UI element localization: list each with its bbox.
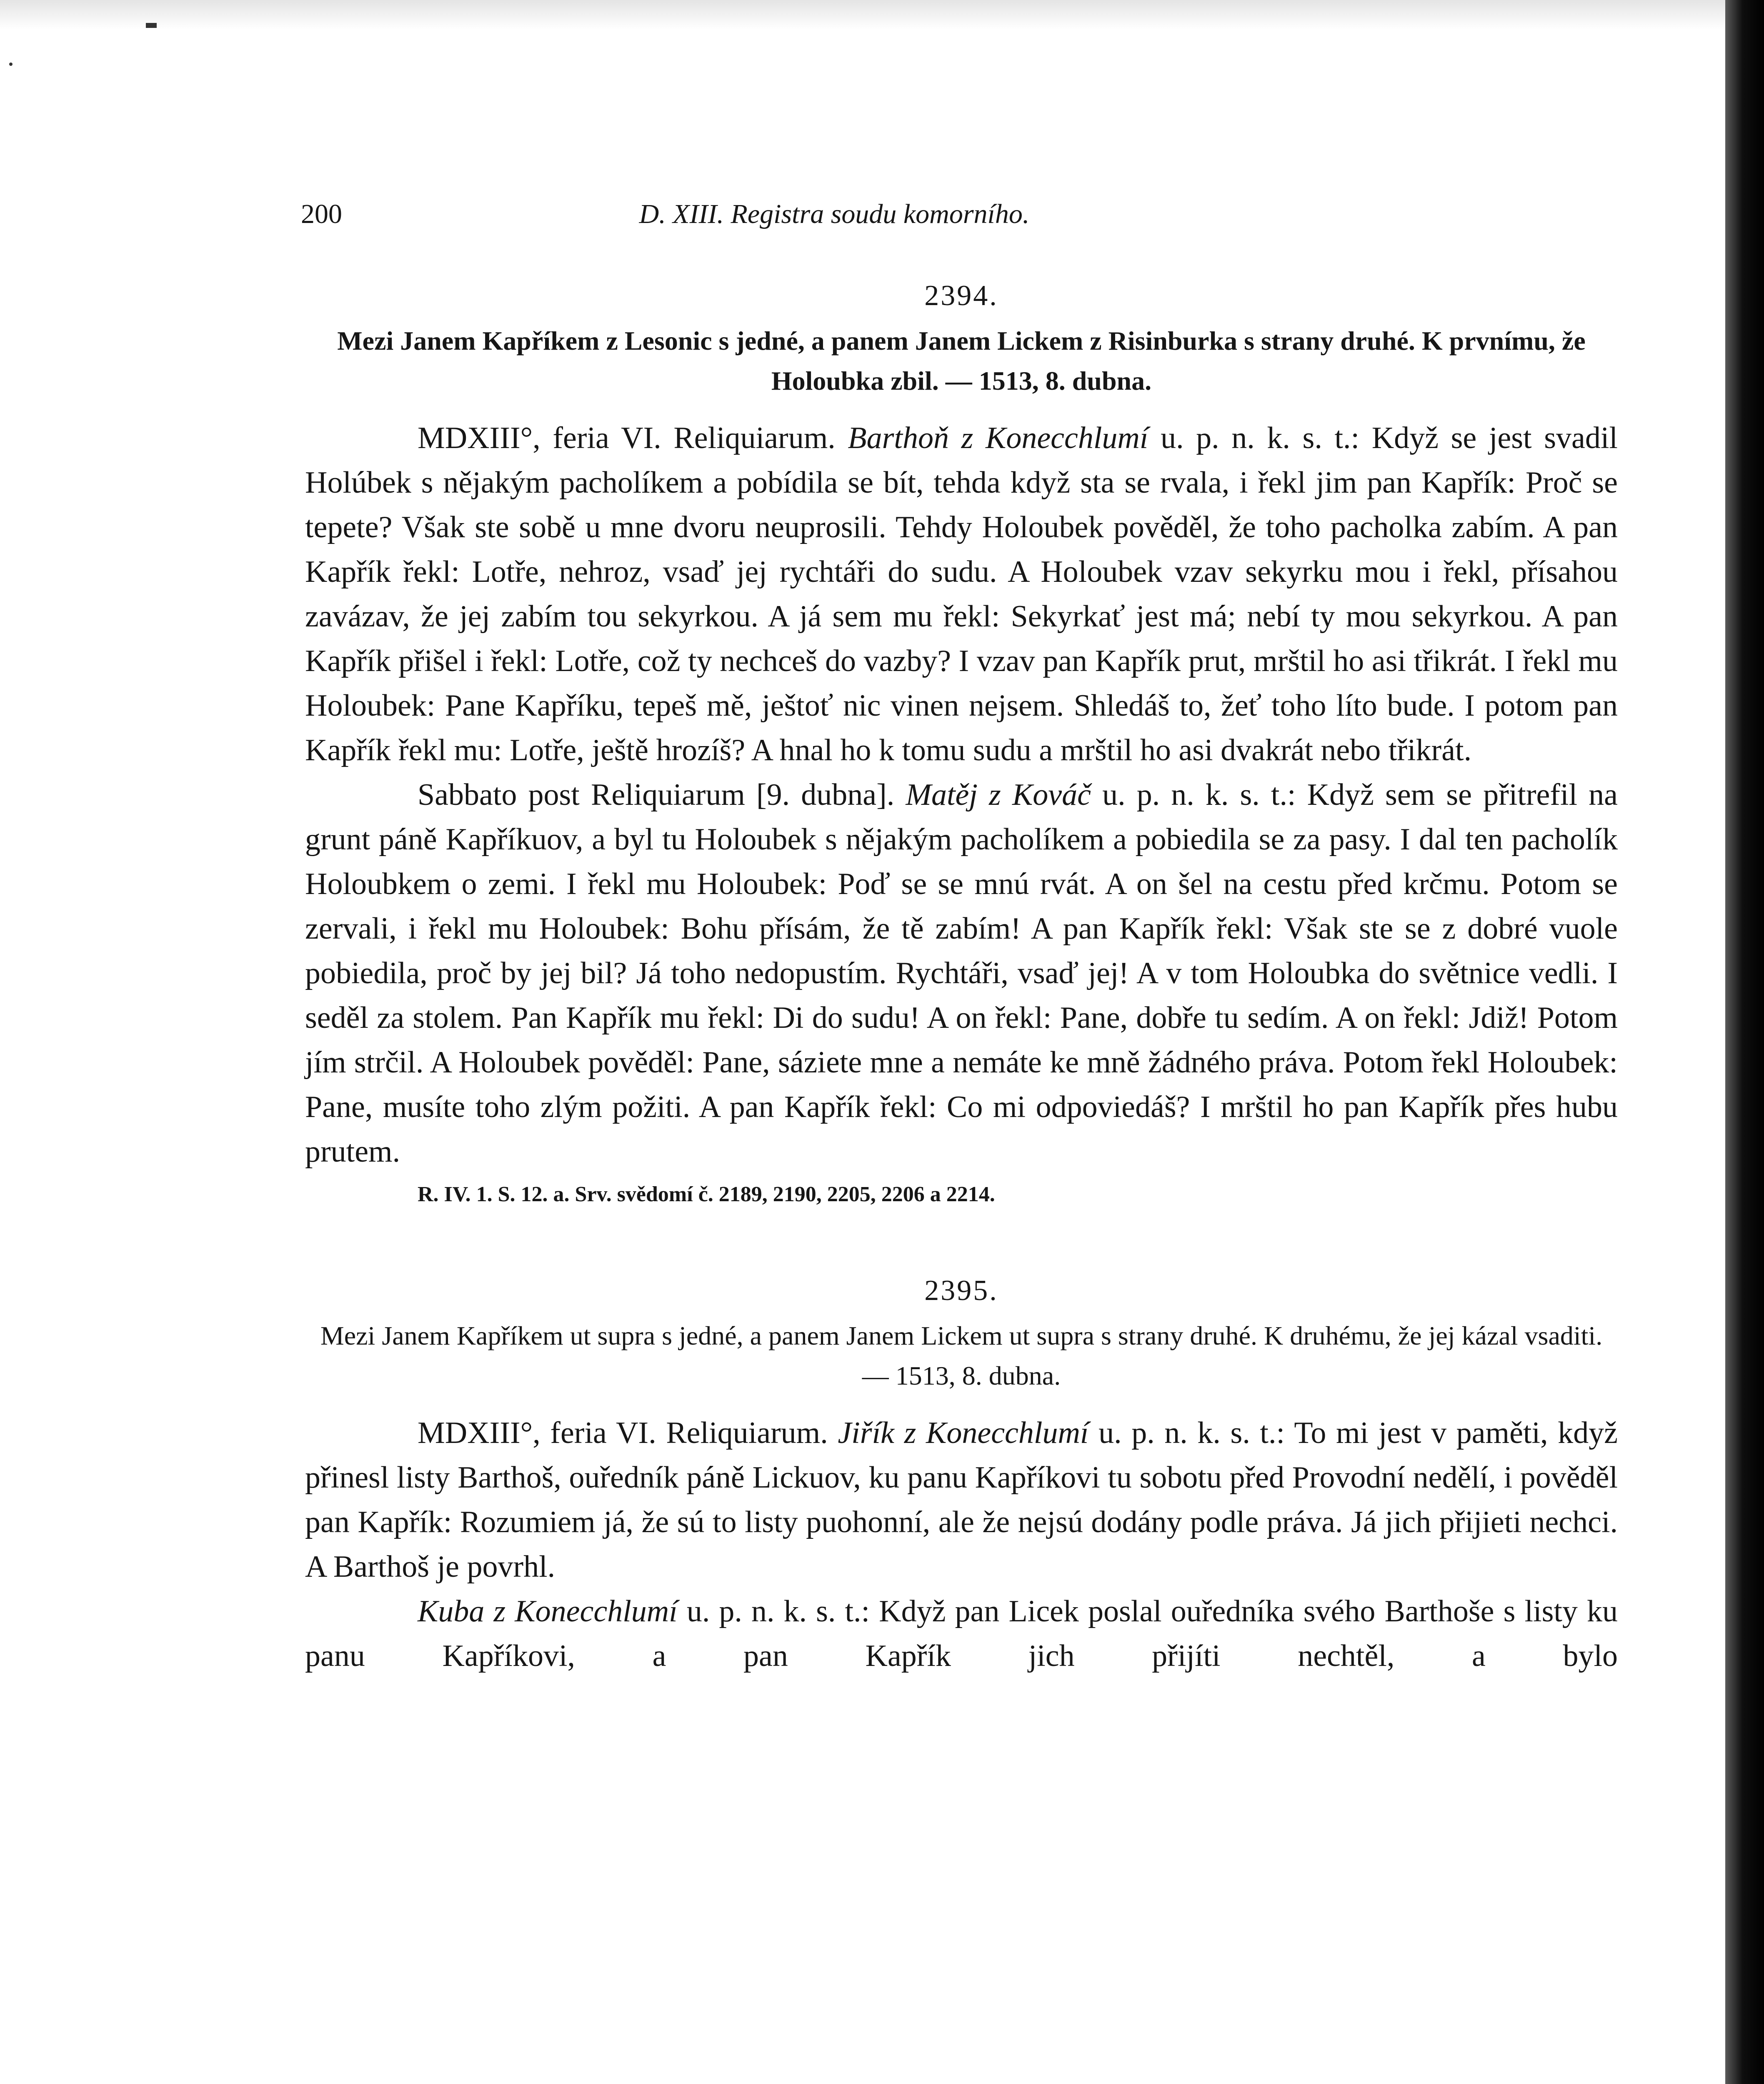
- testimony-paragraph: [305, 416, 1618, 773]
- scan-speck: [146, 23, 157, 28]
- testimony-paragraph: [305, 773, 1618, 1174]
- testimony-paragraph: [305, 1411, 1618, 1589]
- witness-name: Matěj z Kováč: [906, 778, 1091, 812]
- running-title: D. XIII. Registra soudu komorního.: [639, 199, 1030, 229]
- witness-name: Jiřík z Konecchlumí: [838, 1416, 1089, 1450]
- testimony-lead: Sabbato post Reliquiarum [9. dubna].: [418, 778, 895, 812]
- entry-summary: Mezi Janem Kapříkem ut supra s jedné, a panem Janem Lickem ut supra s strany druhé. K druhému, že jej kázal vsaditi. — 1513, 8. dubna.: [320, 1321, 1603, 1390]
- scan-border: [1725, 0, 1764, 2084]
- entry-number: 2395.: [924, 1275, 998, 1307]
- testimony-paragraph: [305, 1589, 1618, 1678]
- testimony-lead: MDXIII°, feria VI. Reliquiarum.: [418, 1416, 828, 1450]
- entry-number: 2394.: [924, 280, 998, 312]
- testimony-text: u. p. n. k. s. t.: To mi jest v paměti, když přinesl listy Barthoš, ouředník páně Lickuov, ku panu Kapříkovi tu sobotu před Provodní nedělí, i pověděl pan Kapřík: Rozumiem já, že sú to listy puohonní, ale že nejsú dodány podle práva. Já jich přijieti nechci. A Barthoš je povrhl.: [305, 1416, 1618, 1584]
- entry-2394: [305, 275, 1618, 1212]
- section-gap: [305, 1212, 1618, 1270]
- testimony-lead: MDXIII°, feria VI. Reliquiarum.: [418, 421, 836, 455]
- source-note: R. IV. 1. S. 12. a. Srv. svědomí č. 2189, 2190, 2205, 2206 a 2214.: [418, 1182, 995, 1206]
- testimony-text: u. p. n. k. s. t.: Když pan Licek poslal ouředníka svého Barthoše s listy ku panu Kapříkovi, a pan Kapřík jich přijíti nechtěl, a bylo: [305, 1594, 1618, 1673]
- running-head: [301, 198, 1618, 236]
- testimony-text: u. p. n. k. s. t.: Když se jest svadil Holúbek s nějakým pacholíkem a pobídila se bít, tehda když sta se rvala, i řekl jim pan Kapřík: Proč se tepete? Však ste sobě u mne dvoru neuprosili. Tehdy Holoubek pověděl, že toho pacholka zabím. A pan Kapřík řekl: Lotře, nehroz, vsaď jej rychtáři do sudu. A Holoubek vzav sekyrku mou i řekl, přísahou zavázav, že jej zabím tou sekyrkou. A já sem mu řekl: Sekyrkať jest má; nebí ty mou sekyrkou. A pan Kapřík přišel i řekl: Lotře, což ty nechceš do vazby? I vzav pan Kapřík prut, mrštil ho asi třikrát. I řekl mu Holoubek: Pane Kapříku, tepeš mě, ještoť nic vinen nejsem. Shledáš to, žeť toho líto bude. I potom pan Kapřík řekl mu: Lotře, ještě hrozíš? A hnal ho k tomu sudu a mrštil ho asi dvakrát nebo třikrát.: [305, 421, 1618, 767]
- witness-name: Barthoň z Konecchlumí: [848, 421, 1148, 455]
- entry-summary: Mezi Janem Kapříkem z Lesonic s jedné, a panem Janem Lickem z Risinburka s strany druhé. K prvnímu, že Holoubka zbil. — 1513, 8. dubna.: [337, 326, 1586, 396]
- testimony-text: u. p. n. k. s. t.: Když sem se přitrefil na grunt páně Kapříkuov, a byl tu Holoubek s nějakým pacholíkem a pobiedila se za pasy. I dal ten pacholík Holoubkem o zemi. I řekl mu Holoubek: Poď se se mnú rvát. A on šel na cestu před krčmu. Potom se zervali, i řekl mu Holoubek: Bohu přísám, že tě zabím! A pan Kapřík řekl: Však ste se z dobré vuole pobiedila, proč by jej bil? Já toho nedopustím. Rychtáři, vsaď jej! A v tom Holoubka do světnice vedli. I seděl za stolem. Pan Kapřík mu řekl: Di do sudu! A on řekl: Pane, dobře tu sedím. A on řekl: Jdiž! Potom jím strčil. A Holoubek pověděl: Pane, sáziete mne a nemáte ke mně žádného práva. Potom řekl Holoubek: Pane, musíte toho zlým požiti. A pan Kapřík řekl: Co mi odpoviedáš? I mrštil ho pan Kapřík přes hubu prutem.: [305, 778, 1618, 1169]
- scan-speck: [9, 63, 13, 66]
- witness-name: Kuba z Konecchlumí: [418, 1594, 678, 1628]
- page-number: 200: [301, 199, 342, 229]
- page-body: [305, 275, 1618, 1678]
- entry-2395: [305, 1270, 1618, 1678]
- scan-shadow: [0, 0, 1725, 29]
